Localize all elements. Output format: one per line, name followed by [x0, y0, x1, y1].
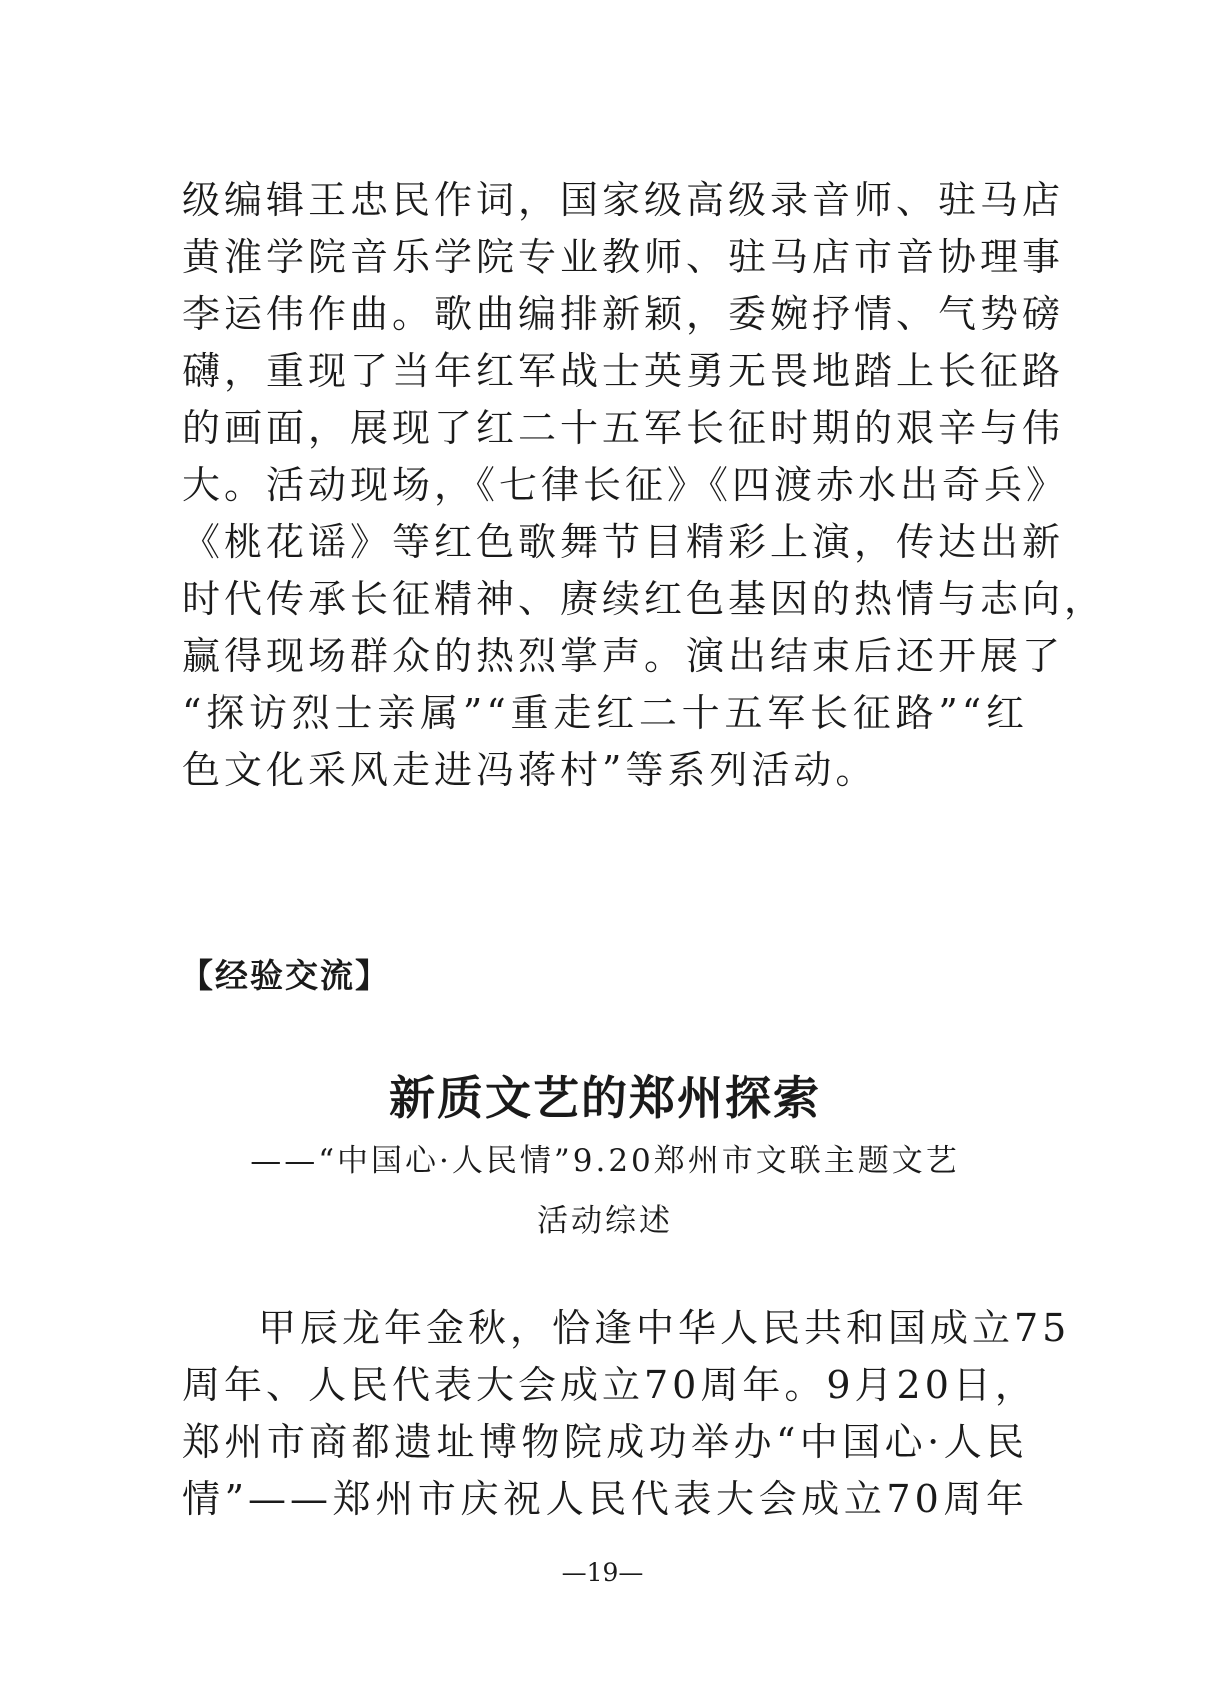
paragraph-line: 情”——郑州市庆祝人民代表大会成立70周年	[182, 1477, 1028, 1521]
paragraph-line: 的画面，展现了红二十五军长征时期的艰辛与伟	[182, 406, 1065, 450]
paragraph-line: “探访烈士亲属”“重走红二十五军长征路”“红	[182, 691, 1028, 735]
paragraph-line: 周年、人民代表大会成立70周年。9月20日，	[182, 1363, 1037, 1407]
article-title: 新质文艺的郑州探索	[389, 1071, 821, 1125]
paragraph-line: 郑州市商都遗址博物院成功举办“中国心·人民	[182, 1420, 1028, 1464]
paragraph-line: 赢得现场群众的热烈掌声。演出结束后还开展了	[182, 634, 1065, 678]
article-subtitle: 活动综述	[537, 1203, 673, 1239]
section-label: 【经验交流】	[180, 956, 390, 995]
page-number: —19—	[561, 1558, 644, 1587]
body-paragraph-continued	[182, 172, 1107, 799]
paragraph-line: 礴，重现了当年红军战士英勇无畏地踏上长征路	[182, 349, 1065, 393]
article-subtitle: ——“中国心·人民情”9.20郑州市文联主题文艺	[250, 1143, 960, 1179]
paragraph-line: 色文化采风走进冯蒋村”等系列活动。	[182, 748, 878, 792]
body-paragraph	[182, 1300, 1071, 1528]
paragraph-line: 黄淮学院音乐学院专业教师、驻马店市音协理事	[182, 235, 1065, 279]
paragraph-line: 甲辰龙年金秋，恰逢中华人民共和国成立75	[258, 1306, 1071, 1350]
paragraph-line: 级编辑王忠民作词，国家级高级录音师、驻马店	[182, 178, 1065, 222]
paragraph-line: 《桃花谣》等红色歌舞节目精彩上演，传达出新	[182, 520, 1065, 564]
paragraph-line: 时代传承长征精神、赓续红色基因的热情与志向，	[182, 577, 1107, 621]
paragraph-line: 李运伟作曲。歌曲编排新颖，委婉抒情、气势磅	[182, 292, 1065, 336]
paragraph-line: 大。活动现场，《七律长征》《四渡赤水出奇兵》	[182, 463, 1069, 507]
